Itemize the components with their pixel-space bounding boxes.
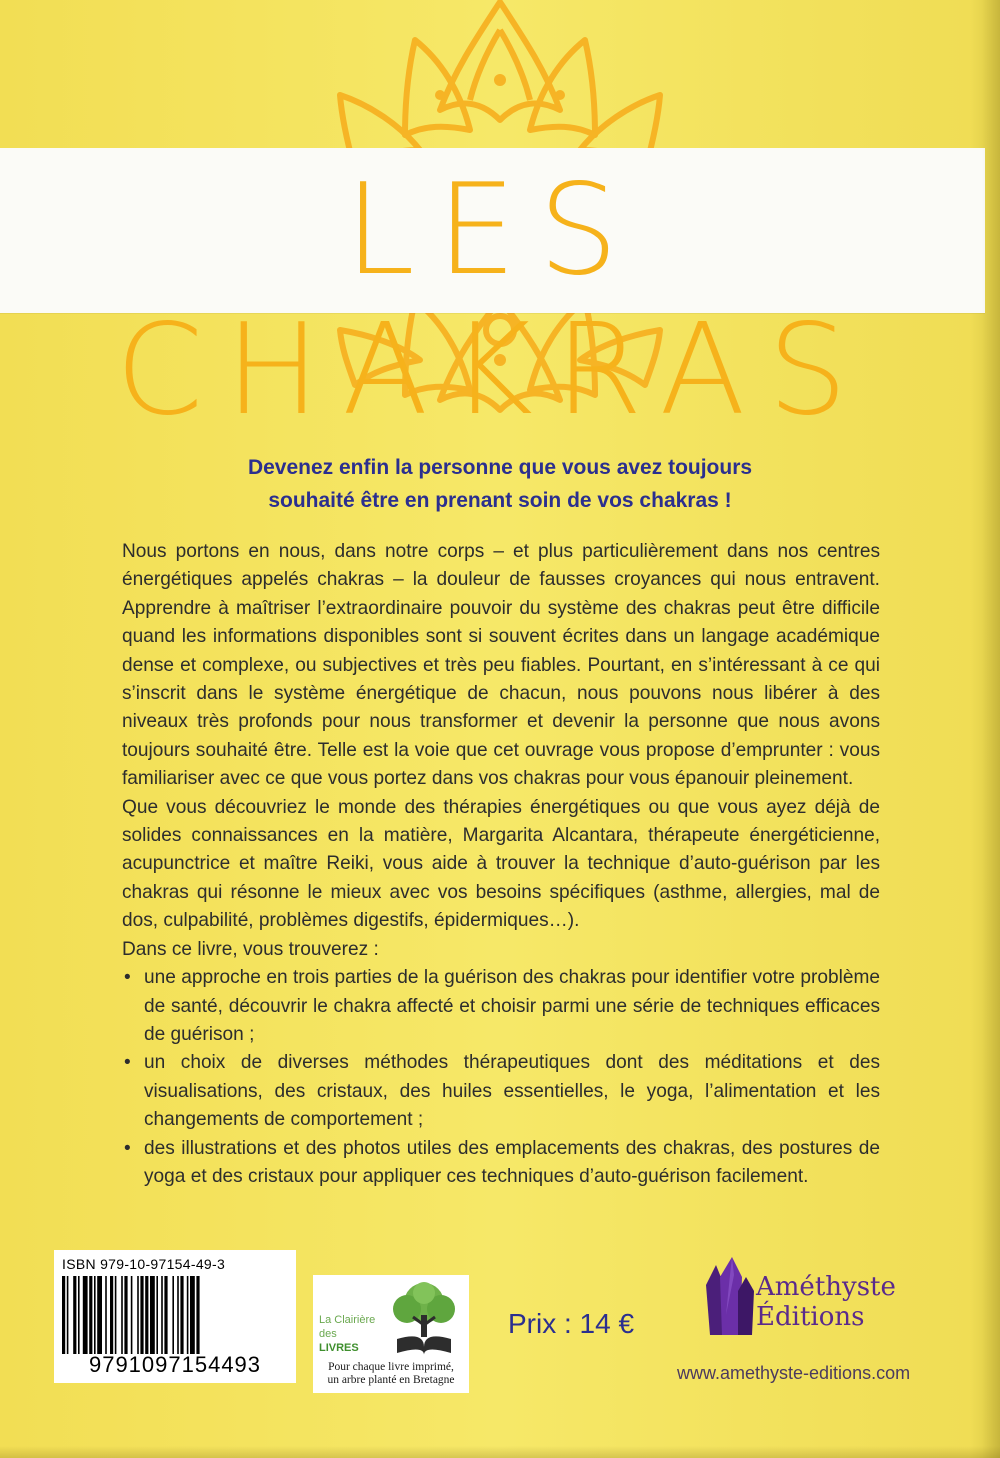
description-text: [122, 538, 880, 1191]
bullet-icon: •: [124, 967, 131, 989]
publisher-name: Améthyste Éditions: [756, 1272, 896, 1332]
clairiere-des-livres-logo: [313, 1275, 469, 1393]
price-label: Prix : 14 €: [508, 1308, 635, 1339]
publisher-website-link[interactable]: www.amethyste-editions.com: [677, 1363, 911, 1383]
tagline: [160, 451, 840, 517]
paragraph-list-intro: Dans ce livre, vous trouverez :: [122, 938, 379, 960]
isbn-label: ISBN 979-10-97154-49-3: [62, 1256, 226, 1272]
amethyst-crystal-icon: [700, 1255, 756, 1337]
cover-edge-shadow: [982, 0, 1000, 1458]
isbn-barcode-box: [54, 1250, 296, 1383]
list-item-text: un choix de diverses méthodes thérapeutiques dont des méditations et des visualisations, des cristaux, des huiles essentielles, le yoga, l’alimentation et les changements de comportement ;: [144, 1052, 880, 1131]
tagline-line-2: souhaité être en prenant soin de vos chakras !: [268, 489, 732, 512]
cover-edge-shadow-bottom: [0, 1446, 1000, 1458]
bullet-icon: •: [124, 1137, 131, 1159]
book-title: LES CHAKRAS: [115, 156, 870, 443]
paragraph-author: Que vous découvriez le monde des thérapies énergétiques ou que vous ayez déjà de solides connaissances en la matière, Margarita Alcantara, thérapeute énergéticienne, acupunctrice et maître Reiki, vous aide à trouver la technique d’auto-guérison par les chakras qui résonne le mieux avec vos besoins spécifiques (asthme, allergies, mal de dos, culpabilité, problèmes digestifs, épidermiques…).: [122, 796, 880, 932]
bullet-icon: •: [124, 1052, 131, 1074]
tree-book-icon: [383, 1281, 465, 1357]
barcode-number: 9791097154493: [88, 1352, 262, 1377]
list-item-text: une approche en trois parties de la guérison des chakras pour identifier votre problème de santé, découvrir le chakra affecté et choisir parmi une série de techniques efficaces de guérison ;: [144, 967, 880, 1045]
clairiere-name: La Clairière des LIVRES: [319, 1314, 376, 1354]
feature-list: [122, 964, 880, 1191]
clairiere-tagline: Pour chaque livre imprimé, un arbre planté en Bretagne: [327, 1361, 455, 1386]
list-item: [122, 1135, 880, 1192]
list-item: [122, 1049, 880, 1134]
list-item-text: des illustrations et des photos utiles des emplacements des chakras, des postures de yoga et des cristaux pour appliquer ces techniques d’auto-guérison facilement.: [144, 1137, 880, 1187]
list-item: [122, 964, 880, 1049]
paragraph-intro: Nous portons en nous, dans notre corps – et plus particulièrement dans nos centres énergétiques appelés chakras – la douleur de fausses croyances qui nous entravent. Apprendre à maîtriser l’extraordinaire pouvoir du système des chakras peut être difficile quand les informations disponibles sont si souvent écrites dans un langage académique dense et complexe, ou subjectives et très peu fiables. Pourtant, en s’intéressant à ce qui s’inscrit dans le système énergétique de chacun, nous pouvons nous libérer à des niveaux très profonds pour nous transformer et devenir la personne que nous avons toujours souhaité être. Telle est la voie que cet ouvrage vous propose d’emprunter : vous familiariser avec ce que vous portez dans vos chakras pour vous épanouir pleinement.: [122, 541, 880, 790]
tagline-line-1: Devenez enfin la personne que vous avez toujours: [247, 456, 753, 479]
barcode-icon: [62, 1276, 288, 1354]
